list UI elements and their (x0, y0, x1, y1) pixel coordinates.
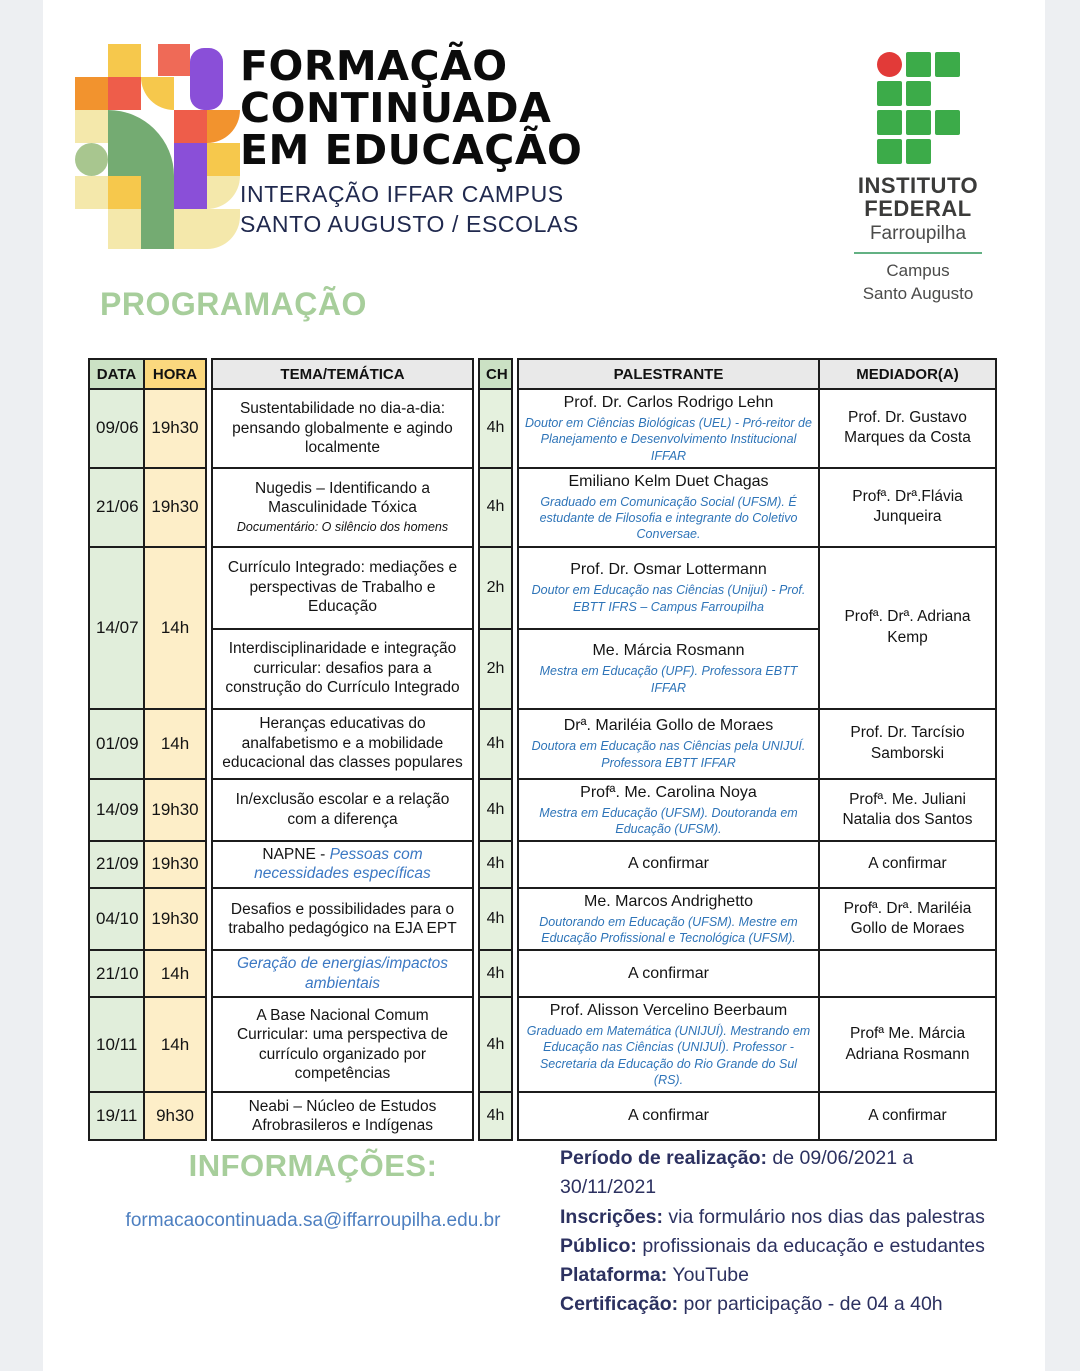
theme-highlight: Pessoas com necessidades específicas (254, 846, 431, 883)
cell-date: 09/06 (89, 389, 144, 468)
cell-workload: 2h (479, 547, 512, 629)
cell-time: 19h30 (144, 389, 206, 468)
cell-speaker (518, 468, 819, 547)
cell-mediator: Profª. Drª.Flávia Junqueira (819, 468, 996, 547)
table-header-row (89, 359, 996, 389)
cell-theme: In/exclusão escolar e a relação com a diferença (212, 779, 473, 842)
contact-block (103, 1148, 523, 1232)
cell-date: 14/09 (89, 779, 144, 842)
program-schedule-table (88, 358, 997, 1141)
cell-workload: 4h (479, 709, 512, 779)
cell-theme: Desafios e possibilidades para o trabalho pedagógico na EJA EPT (212, 888, 473, 951)
section-title-programacao: PROGRAMAÇÃO (100, 286, 367, 322)
cell-mediator: Profª. Drª. Adriana Kemp (819, 547, 996, 709)
cell-theme: Currículo Integrado: mediações e perspectivas de Trabalho e Educação (212, 547, 473, 629)
detail-line-periodo (560, 1144, 1010, 1203)
cell-mediator (819, 950, 996, 997)
detail-line-plataforma (560, 1261, 1010, 1290)
cell-speaker (518, 779, 819, 842)
cell-theme: Sustentabilidade no dia-a-dia: pensando globalmente e agindo localmente (212, 389, 473, 468)
speaker-credentials: Mestra em Educação (UPF). Professora EBTT IFFAR (539, 664, 798, 695)
cell-workload: 4h (479, 950, 512, 997)
event-title-line: FORMAÇÃO (240, 42, 508, 90)
cell-workload: 4h (479, 389, 512, 468)
cell-date: 04/10 (89, 888, 144, 951)
detail-label: Certificação: (560, 1293, 679, 1316)
cell-speaker (518, 629, 819, 709)
column-header-ch: CH (479, 359, 512, 389)
detail-label: Inscrições: (560, 1205, 663, 1228)
table-row (89, 841, 996, 888)
campus-line: Campus (886, 261, 950, 281)
cell-time: 19h30 (144, 888, 206, 951)
campus-line: Santo Augusto (862, 284, 974, 304)
cell-time: 19h30 (144, 841, 206, 888)
cell-time: 14h (144, 950, 206, 997)
event-subtitle (240, 180, 600, 239)
cell-theme (212, 468, 473, 547)
theme-highlight: Geração de energias/impactos ambientais (236, 955, 449, 992)
cell-theme: Neabi – Núcleo de Estudos Afrobrasileros e Indígenas (212, 1092, 473, 1140)
document-page (43, 0, 1045, 1371)
cell-workload: 4h (479, 1092, 512, 1140)
cell-speaker (518, 1092, 819, 1140)
detail-value: por participação - de 04 a 40h (678, 1293, 943, 1316)
column-header-tema: TEMA/TEMÁTICA (212, 359, 473, 389)
institution-name (833, 174, 1003, 220)
speaker-name: Prof. Dr. Osmar Lottermann (570, 561, 767, 579)
cell-mediator: A confirmar (819, 1092, 996, 1140)
cell-mediator: Profª. Drª. Mariléia Gollo de Moraes (819, 888, 996, 951)
info-section-title: INFORMAÇÕES: (188, 1148, 438, 1183)
cell-mediator: Profª Me. Márcia Adriana Rosmann (819, 997, 996, 1092)
cell-theme (212, 950, 473, 997)
cell-time: 9h30 (144, 1092, 206, 1140)
institution-logo-block (833, 52, 1003, 306)
divider (854, 252, 982, 254)
detail-line-certificacao (560, 1290, 1010, 1319)
cell-mediator: Prof. Dr. Tarcísio Samborski (819, 709, 996, 779)
detail-line-publico (560, 1232, 1010, 1261)
contact-email[interactable]: formacaocontinuada.sa@iffarroupilha.edu.br (125, 1210, 501, 1231)
cell-speaker (518, 997, 819, 1092)
cell-speaker (518, 389, 819, 468)
cell-date: 21/10 (89, 950, 144, 997)
column-header-mediador: MEDIADOR(A) (819, 359, 996, 389)
cell-mediator: Profª. Me. Juliani Natalia dos Santos (819, 779, 996, 842)
cell-speaker (518, 841, 819, 888)
cell-date: 21/09 (89, 841, 144, 888)
cell-theme: A Base Nacional Comum Curricular: uma perspectiva de currículo organizado por competências (212, 997, 473, 1092)
cell-mediator: Prof. Dr. Gustavo Marques da Costa (819, 389, 996, 468)
cell-speaker (518, 709, 819, 779)
campus-name (833, 260, 1003, 306)
instituto-federal-icon (877, 52, 960, 164)
detail-value: profissionais da educação e estudantes (636, 1234, 985, 1257)
column-header-data: DATA (89, 359, 144, 389)
event-title-line: CONTINUADA (240, 83, 552, 132)
detail-value: YouTube (667, 1264, 749, 1286)
detail-value: de 09/06/2021 a 30/11/2021 (560, 1147, 914, 1199)
event-details-block (560, 1144, 1010, 1320)
cell-time: 14h (144, 547, 206, 709)
speaker-name: A confirmar (628, 964, 709, 982)
cell-date: 19/11 (89, 1092, 144, 1140)
cell-time: 14h (144, 997, 206, 1092)
detail-value: via formulário nos dias das palestras (662, 1205, 985, 1228)
cell-theme: Heranças educativas do analfabetismo e a mobilidade educacional das classes populares (212, 709, 473, 779)
cell-date: 01/09 (89, 709, 144, 779)
cell-theme (212, 841, 473, 888)
theme-prefix: NAPNE - (262, 846, 330, 863)
speaker-credentials: Doutor em Educação nas Ciências (Unijuí) - Prof. EBTT IFRS – Campus Farroupilha (531, 583, 806, 614)
detail-line-inscricoes (560, 1203, 1010, 1232)
speaker-credentials: Doutorando em Educação (UFSM). Mestre em Educação Profissional e Tecnológica (UFSM). (539, 914, 798, 945)
column-header-palestrante: PALESTRANTE (518, 359, 819, 389)
speaker-credentials: Mestra em Educação (UFSM). Doutoranda em Educação (UFSM). (539, 805, 798, 836)
table-row (89, 547, 996, 629)
detail-label: Período de realização: (560, 1147, 767, 1169)
detail-label: Público: (560, 1234, 637, 1257)
table-row (89, 997, 996, 1092)
speaker-name: Prof. Dr. Carlos Rodrigo Lehn (563, 394, 774, 411)
cell-time: 19h30 (144, 779, 206, 842)
table-row (89, 888, 996, 951)
event-title-line: EM EDUCAÇÃO (240, 125, 583, 174)
speaker-name: Drª. Mariléia Gollo de Moraes (563, 717, 774, 735)
table-row (89, 389, 996, 468)
cell-date: 10/11 (89, 997, 144, 1092)
table-row (89, 1092, 996, 1140)
event-logo-art (75, 44, 240, 249)
event-subtitle-line: SANTO AUGUSTO / ESCOLAS (240, 210, 579, 237)
theme-note: Documentário: O silêncio dos homens (236, 519, 449, 534)
detail-label: Plataforma: (560, 1264, 668, 1286)
cell-workload: 4h (479, 888, 512, 951)
cell-theme: Interdisciplinaridade e integração curricular: desafios para a construção do Currículo Integrado (212, 629, 473, 709)
speaker-credentials: Graduado em Matemática (UNIJUÍ). Mestrando em Educação nas Ciências (UNIJUÍ). Professor - Secretaria da Educação do Rio Grande do Sul (RS). (526, 1024, 811, 1087)
speaker-name: Me. Márcia Rosmann (592, 642, 745, 660)
speaker-name: Profª. Me. Carolina Noya (580, 783, 757, 801)
speaker-credentials: Doutora em Educação nas Ciências pela UNIJUÍ. Professora EBTT IFFAR (531, 739, 806, 770)
cell-date: 21/06 (89, 468, 144, 547)
cell-workload: 4h (479, 468, 512, 547)
cell-time: 14h (144, 709, 206, 779)
speaker-name: Prof. Alisson Vercelino Beerbaum (549, 1002, 788, 1019)
cell-speaker (518, 888, 819, 951)
theme-title: Nugedis – Identificando a Masculinidade Tóxica (255, 479, 430, 517)
table-row (89, 709, 996, 779)
speaker-name: A confirmar (628, 855, 709, 873)
institution-name-line: INSTITUTO (857, 173, 979, 198)
cell-time: 19h30 (144, 468, 206, 547)
institution-name-line: FEDERAL (864, 196, 972, 222)
cell-speaker (518, 547, 819, 629)
cell-workload: 4h (479, 841, 512, 888)
table-row (89, 950, 996, 997)
cell-workload: 2h (479, 629, 512, 709)
table-row (89, 468, 996, 547)
speaker-name: Me. Marcos Andrighetto (584, 892, 753, 910)
table-row (89, 779, 996, 842)
speaker-name: Emiliano Kelm Duet Chagas (568, 472, 769, 490)
speaker-credentials: Graduado em Comunicação Social (UFSM). É estudante de Filosofia e integrante do Coletivo Conversae. (539, 494, 798, 542)
event-title-block (240, 42, 600, 239)
speaker-credentials: Doutor em Ciências Biológicas (UEL) - Pró-reitor de Planejamento e Desenvolvimento Institucional IFFAR (525, 416, 812, 463)
cell-workload: 4h (479, 997, 512, 1092)
cell-mediator: A confirmar (819, 841, 996, 888)
institution-region: Farroupilha (869, 223, 967, 245)
event-subtitle-line: INTERAÇÃO IFFAR CAMPUS (240, 181, 564, 208)
column-header-hora: HORA (144, 359, 206, 389)
cell-workload: 4h (479, 779, 512, 842)
speaker-name: A confirmar (628, 1107, 709, 1124)
cell-speaker (518, 950, 819, 997)
cell-date: 14/07 (89, 547, 144, 709)
